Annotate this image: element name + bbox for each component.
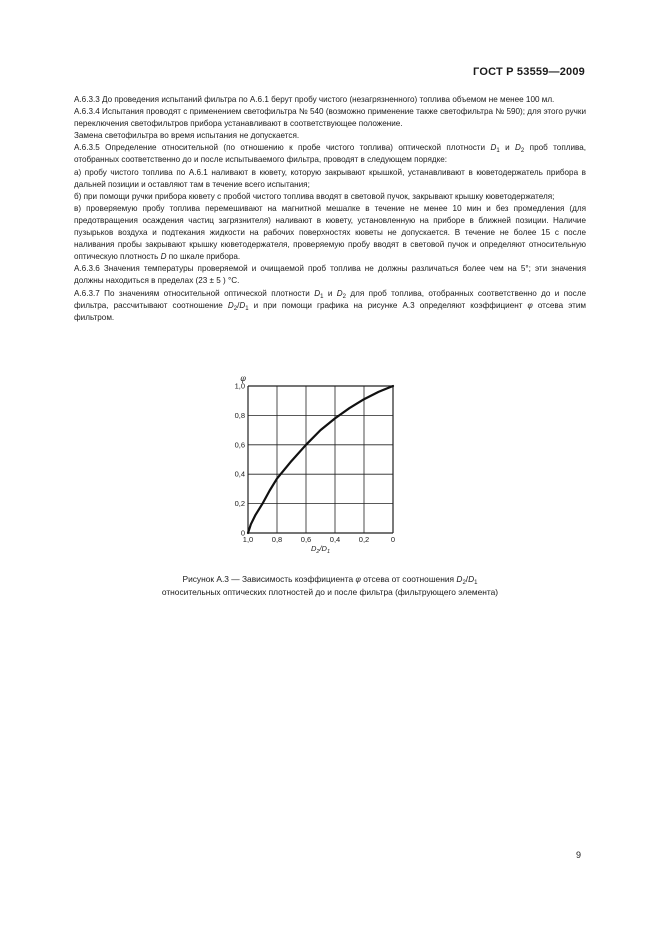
caption-line-1: Рисунок А.3 — Зависимость коэффициента φ отсева от соотношения $D_2/D_1$ xyxy=(182,574,478,586)
paragraph-a637: А.6.3.7 По значениям относительной оптической плотности $D_1$ и $D_2$ для проб топлива, отобранных соответственно до и после фильтра, рассчитывают соотношение $D_2/D_1$ и при помощи графика на рисунке А.3 определяют коэффициент φ отсева этим фильтром. xyxy=(74,288,587,322)
figure-a3-chart xyxy=(226,368,416,560)
y-tick-label: 0,4 xyxy=(234,469,245,479)
caption-line-2: относительных оптических плотностей до и после фильтра (фильтрующего элемента) xyxy=(161,587,499,597)
paragraph-a635: А.6.3.5 Определение относительной (по отношению к пробе чистого топлива) оптической плотности $D_1$ и $D_2$ проб топлива, отобранных соответственно до и после испытываемого фильтра, проводят в следующем порядке: xyxy=(74,143,586,165)
series-line xyxy=(248,386,393,533)
paragraph-step-b: б) при помощи ручки прибора кювету с пробой чистого топлива вводят в световой пучок, закрывают крышку кюветодержателя; xyxy=(74,191,555,201)
paragraph-filter-note: Замена светофильтра во время испытания не допускается. xyxy=(74,131,300,141)
x-tick-label: 0,2 xyxy=(358,535,370,544)
page-number: 9 xyxy=(575,850,581,860)
paragraph-step-v: в) проверяемую пробу топлива перемешивают на магнитной мешалке в течение не менее 10 мин и без промедления (для предотвращения осаждения частиц загрязнителя) наливают в кювету, установленную на приборе в ближней позиции. Наличие пузырьков воздуха и подтекания жидкости на рабочих поверхностях кюветы не допускается. В течение не более 15 с после наливания пробы закрывают крышку кюветодержателя, проверяемую пробу вводят в световой пучок и определяют относительную оптическую плотность D по шкале прибора. xyxy=(74,203,586,262)
body-text xyxy=(74,94,586,324)
paragraph-a633: А.6.3.3 До проведения испытаний фильтра по А.6.1 берут пробу чистого (незагрязненного) топлива объемом не менее 100 мл. xyxy=(74,95,555,104)
paragraph-a634: А.6.3.4 Испытания проводят с применением светофильтра № 540 (возможно применение также светофильтра № 590); для этого ручки переключения светофильтров прибора устанавливают в соответствующее положение. xyxy=(74,107,586,129)
x-tick-label: 0,6 xyxy=(300,535,312,544)
y-axis-label: φ xyxy=(240,374,246,383)
x-tick-label: 1,0 xyxy=(242,535,254,544)
y-tick-label: 1,0 xyxy=(234,381,245,391)
figure-caption xyxy=(74,573,586,599)
paragraph-step-a: а) пробу чистого топлива по А.6.1 наливают в кювету, которую закрывают крышкой, устанавливают в кюветодержатель прибора в дальней позиции и оставляют там в течение всего испытания; xyxy=(74,167,586,189)
y-tick-label: 0,8 xyxy=(234,410,245,420)
document-code: ГОСТ Р 53559—2009 xyxy=(473,66,585,78)
y-tick-label: 0,2 xyxy=(234,499,245,509)
y-tick-label: 0,6 xyxy=(234,440,245,450)
x-tick-label: 0,4 xyxy=(329,535,341,544)
x-tick-label: 0 xyxy=(390,535,396,544)
y-tick-label: 0 xyxy=(240,528,245,538)
paragraph-a636: А.6.3.6 Значения температуры проверяемой и очищаемой проб топлива не должны различаться более чем на 5°; эти значения должны находиться в пределах (23 ± 5 ) °С. xyxy=(74,264,586,286)
x-axis-label: $D_2/D_1$ xyxy=(310,544,331,555)
x-tick-label: 0,8 xyxy=(271,535,283,544)
